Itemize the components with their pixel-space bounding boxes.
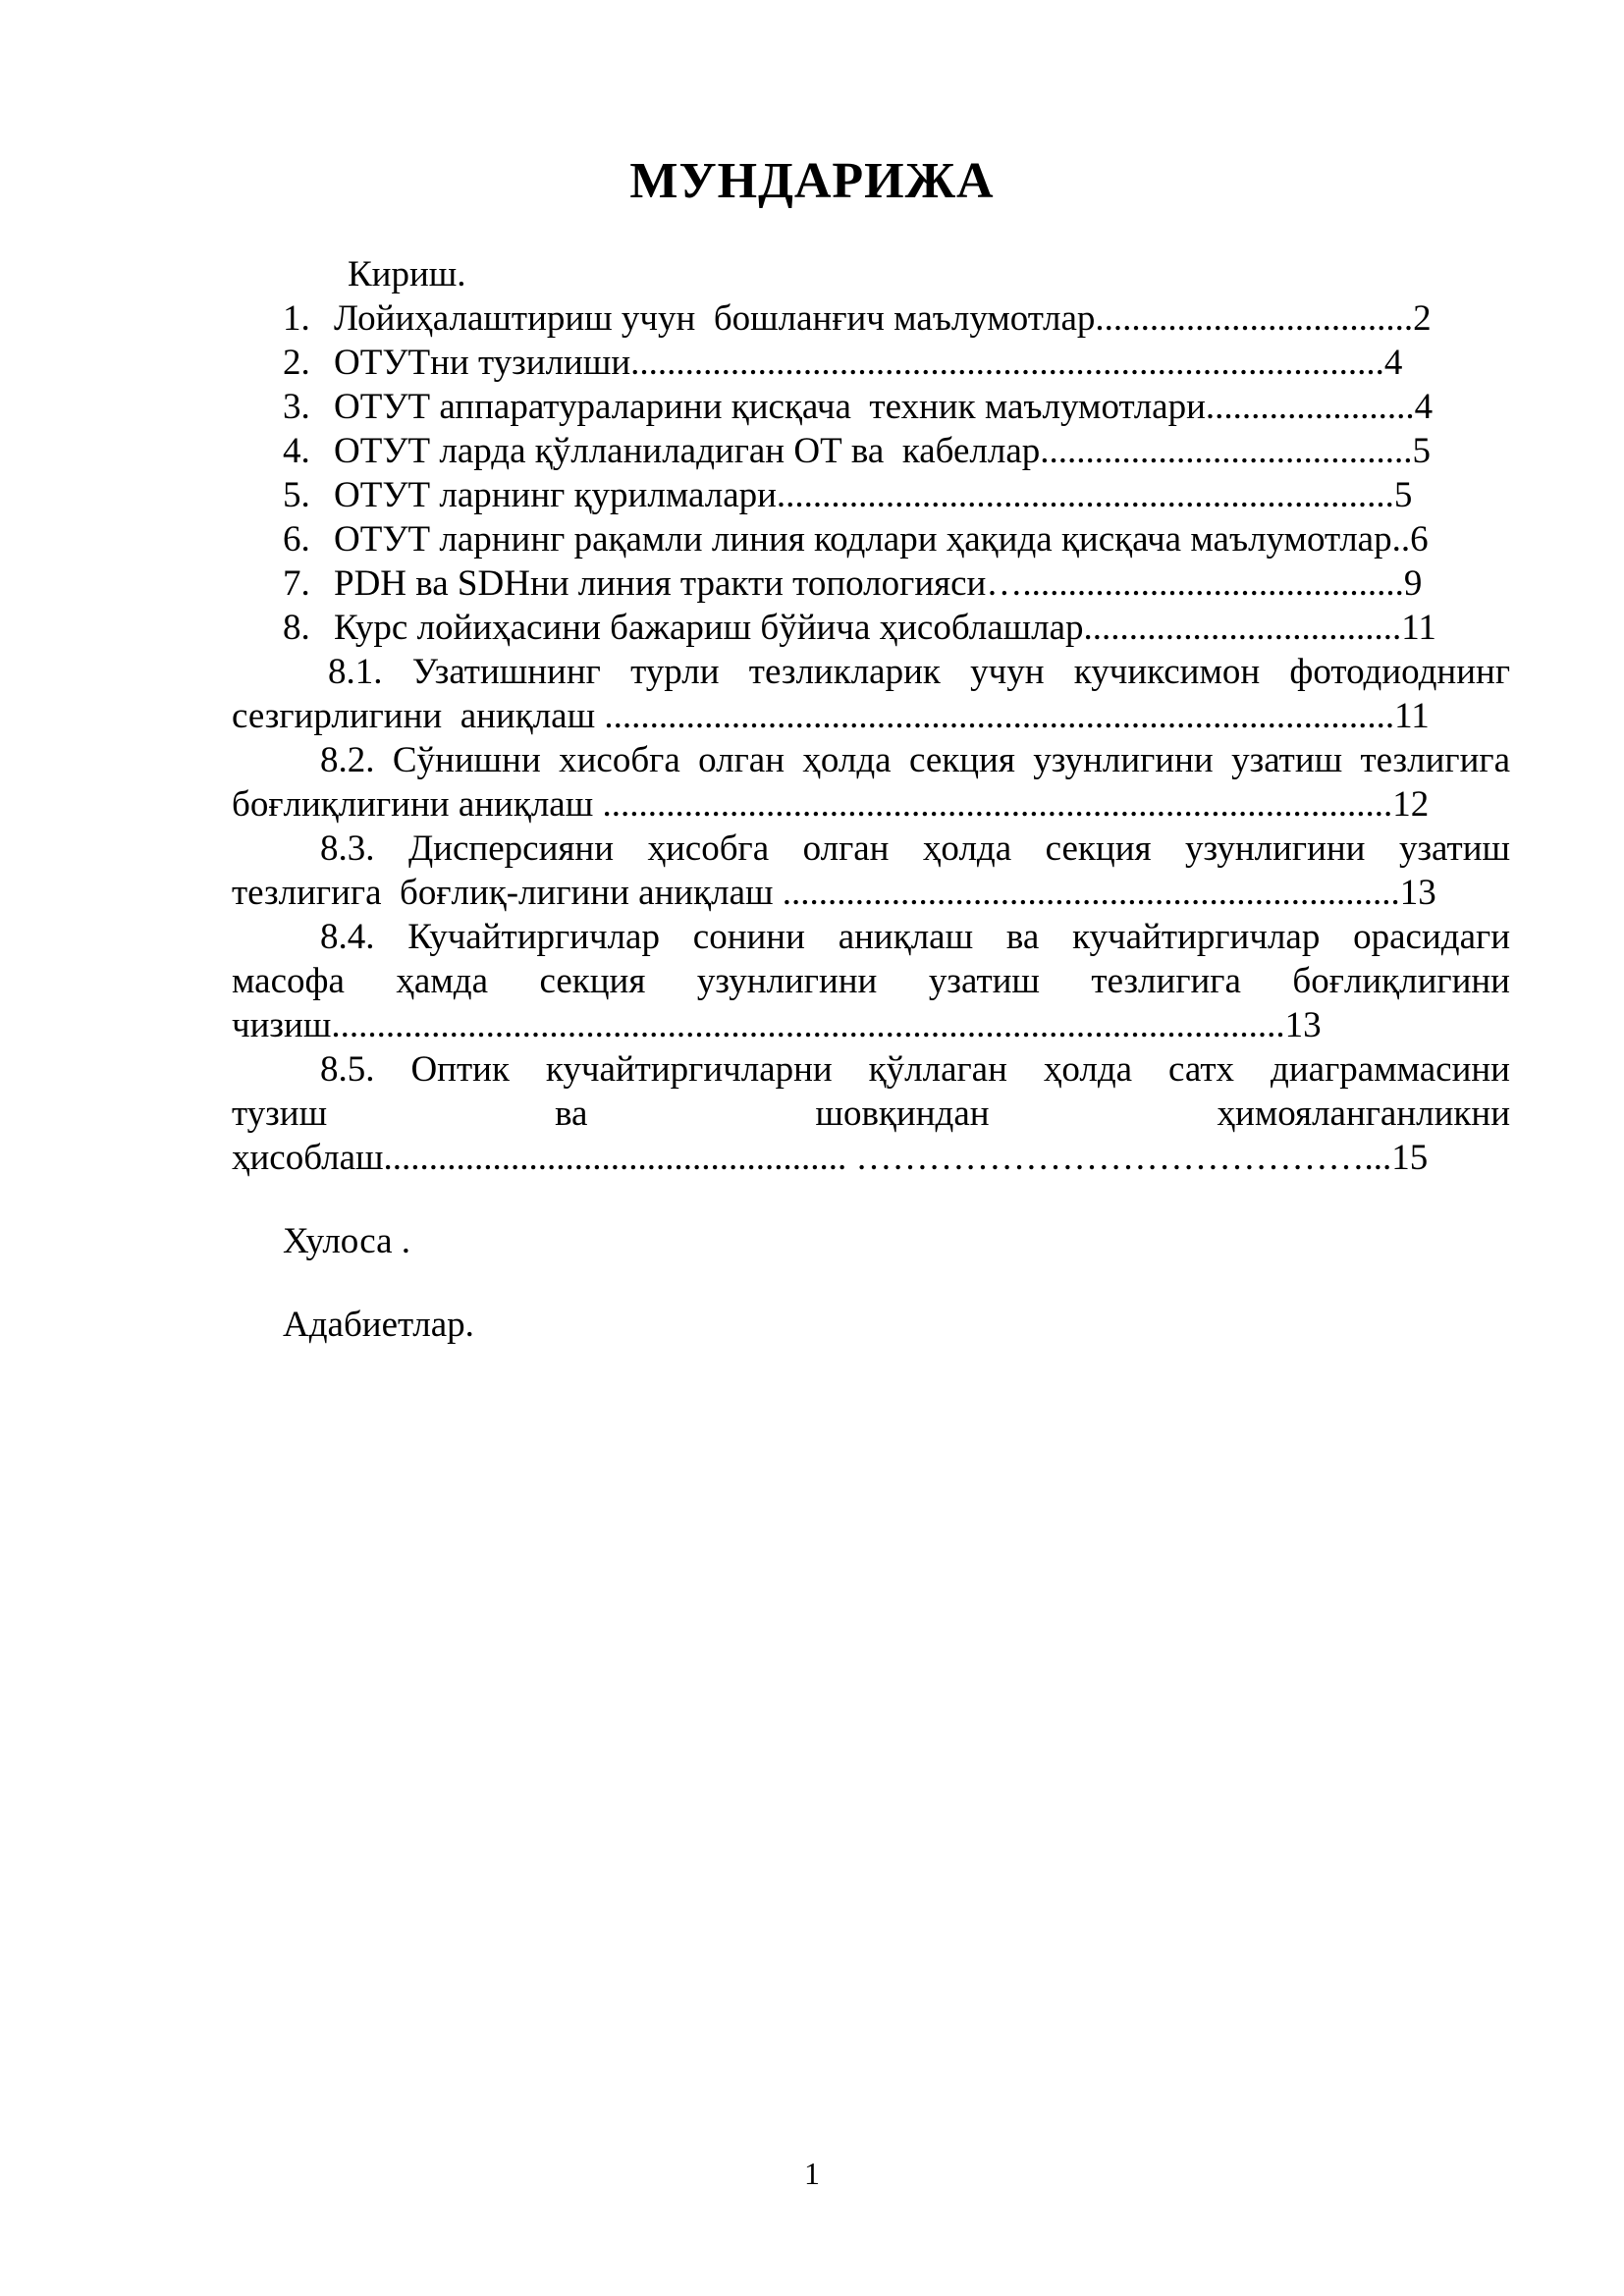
toc-item-number: 8. xyxy=(283,608,310,648)
toc-item: Курс лойиҳасини бажариш бўйича ҳисоблашлар...................................11 xyxy=(334,608,1436,648)
toc-item: ОТУТ аппаратураларини қисқача техник маълумотлари.......................4 xyxy=(334,387,1434,427)
toc-subitem-line: чизиш.........................................................................................................13 xyxy=(232,1005,1322,1045)
toc-title: МУНДАРИЖА xyxy=(629,153,995,209)
toc-item-number: 6. xyxy=(283,519,310,560)
toc-subitem-line: масофа ҳамда секция узунлигини узатиш тезлигига боғлиқлигини xyxy=(232,961,1510,1001)
toc-subitem-line: ҳисоблаш................................................... ……………………………………...15 xyxy=(232,1138,1429,1178)
toc-item-number: 1. xyxy=(283,298,310,339)
toc-subitem-line: тузиш ва шовқиндан ҳимояланганликни xyxy=(232,1094,1510,1134)
toc-subitem-first-line: 8.4. Кучайтиргичлар сонини аниқлаш ва кучайтиргичлар орасидаги xyxy=(320,917,1510,957)
page-number: 1 xyxy=(804,2156,820,2191)
toc-subitem-first-line: 8.5. Оптик кучайтиргичларни қўллаган ҳолда сатх диаграммасини xyxy=(320,1049,1510,1090)
toc-item: ОТУТни тузилиши...................................................................................4 xyxy=(334,343,1403,383)
toc-subitem-first-line: 8.2. Сўнишни хисобга олган ҳолда секция узунлигини узатиш тезлигига xyxy=(320,740,1510,780)
toc-conclusion: Хулоса . xyxy=(283,1221,411,1261)
toc-item-number: 7. xyxy=(283,563,310,604)
toc-subitem-line: тезлигига боғлиқ-лигини аниқлаш ....................................................................13 xyxy=(232,873,1436,913)
toc-item: PDH ва SDHни линия тракти топологияси…..........................................9 xyxy=(334,563,1423,604)
toc-item-number: 4. xyxy=(283,431,310,471)
toc-item-number: 5. xyxy=(283,475,310,515)
toc-subitem-line: сезгирлигини аниқлаш .......................................................................................11 xyxy=(232,696,1430,736)
toc-subitem-first-line: 8.3. Дисперсияни ҳисобга олган ҳолда секция узунлигини узатиш xyxy=(320,828,1510,869)
toc-item-number: 2. xyxy=(283,343,310,383)
toc-subitem-line: боғлиқлигини аниқлаш .......................................................................................12 xyxy=(232,784,1430,825)
toc-item-number: 3. xyxy=(283,387,310,427)
toc-item: ОТУТ ларнинг рақамли линия кодлари ҳақида қисқача маълумотлар..6 xyxy=(334,519,1429,560)
toc-references: Адабиетлар. xyxy=(283,1305,474,1345)
toc-item: ОТУТ ларда қўлланиладиган ОТ ва кабеллар.........................................5 xyxy=(334,431,1432,471)
toc-intro: Кириш. xyxy=(348,254,466,294)
toc-item: ОТУТ ларнинг қурилмалари....................................................................5 xyxy=(334,475,1413,515)
toc-subitem-first-line: 8.1. Узатишнинг турли тезликларик учун кучиксимон фотодиоднинг xyxy=(328,652,1510,692)
toc-item: Лойиҳалаштириш учун бошланғич маълумотлар...................................2 xyxy=(334,298,1432,339)
